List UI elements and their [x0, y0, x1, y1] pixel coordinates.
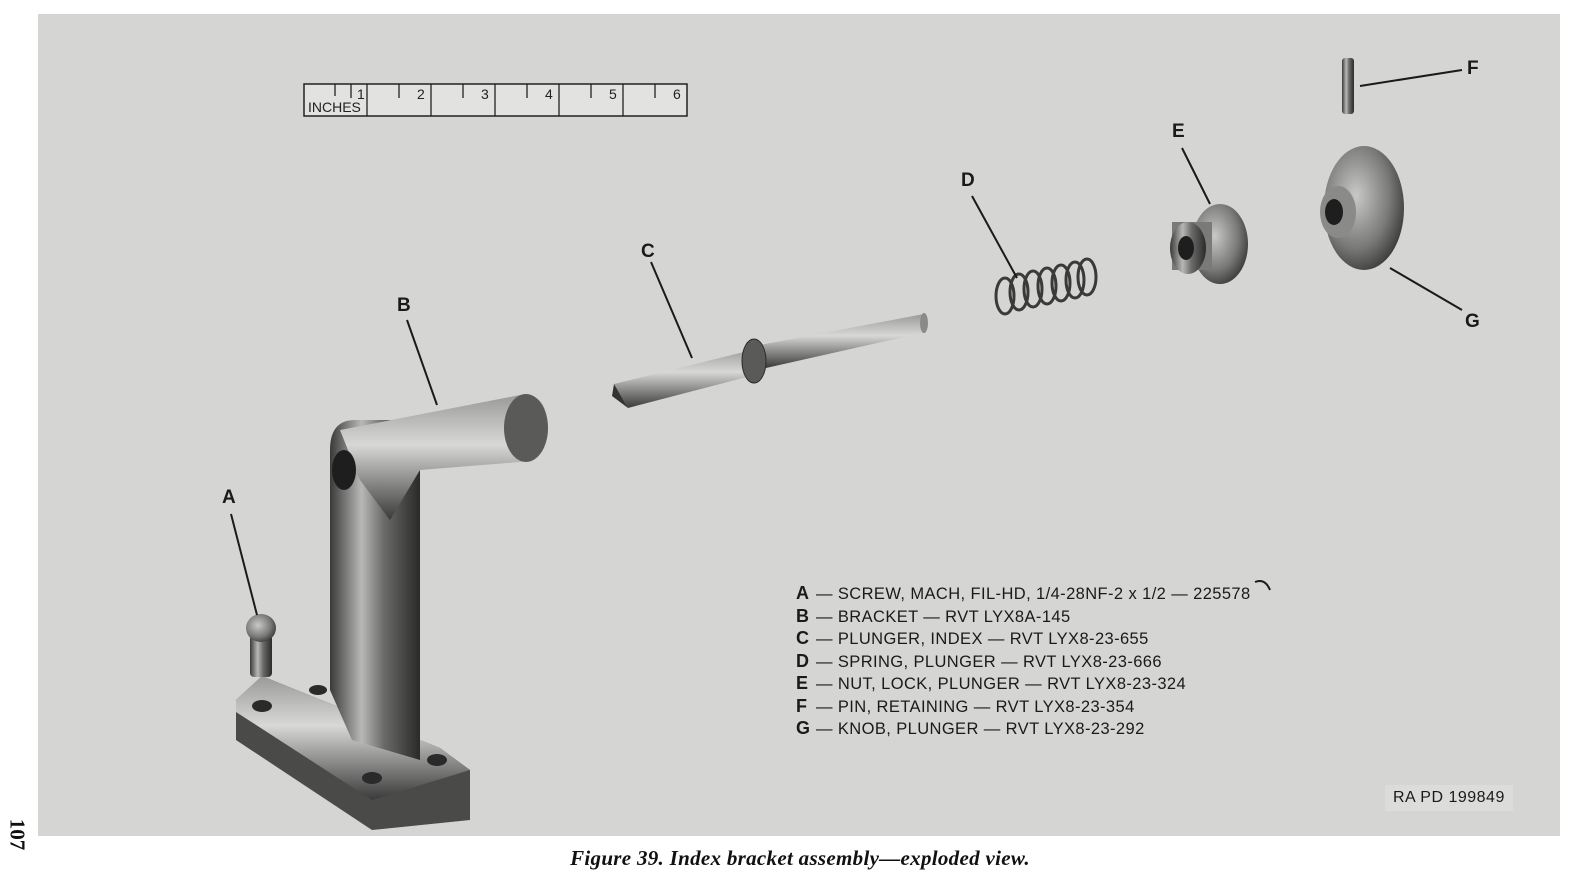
ruler-number: 1: [357, 86, 365, 102]
legend-row: [796, 672, 1251, 695]
legend-row: [796, 582, 1251, 605]
pin-part-f: [1342, 58, 1354, 114]
ruler-number: 5: [609, 86, 617, 102]
bracket-part-b: [236, 394, 548, 830]
lock-nut-part-e: [1170, 204, 1248, 284]
ruler-number: 3: [481, 86, 489, 102]
legend-letter: G: [796, 718, 811, 738]
legend-row: [796, 717, 1251, 740]
legend-row: [796, 695, 1251, 718]
legend-text: — NUT, LOCK, PLUNGER — RVT LYX8-23-324: [816, 675, 1187, 693]
ruler-unit-label: INCHES: [308, 99, 361, 115]
legend-text: — KNOB, PLUNGER — RVT LYX8-23-292: [816, 720, 1145, 738]
legend-text: — PIN, RETAINING — RVT LYX8-23-354: [816, 697, 1135, 716]
callout-d: D: [961, 170, 975, 191]
figure-caption: Figure 39. Index bracket assembly—exploded view.: [570, 846, 1030, 870]
ruler-number: 2: [417, 86, 425, 102]
page-number: 107: [5, 818, 30, 851]
plate-id-label: RA PD 199849: [1385, 785, 1513, 811]
parts-legend: [796, 582, 1251, 740]
callout-g: G: [1465, 311, 1480, 332]
inch-ruler: [304, 84, 687, 116]
callout-a: A: [222, 487, 236, 508]
legend-letter: C: [796, 628, 810, 648]
screw-part-a: [246, 614, 276, 677]
legend-text: — BRACKET — RVT LYX8A-145: [816, 607, 1071, 626]
ruler-number: 4: [545, 86, 553, 102]
legend-letter: D: [796, 650, 810, 671]
legend-letter: B: [796, 605, 810, 626]
legend-row: [796, 627, 1251, 650]
legend-letter: A: [796, 583, 810, 603]
legend-text: — SCREW, MACH, FIL-HD, 1/4-28NF-2 x 1/2 — 225578: [816, 585, 1251, 603]
legend-row: [796, 650, 1251, 673]
legend-text: — PLUNGER, INDEX — RVT LYX8-23-655: [816, 630, 1149, 648]
plunger-part-c: [612, 313, 928, 408]
legend-letter: E: [796, 673, 809, 693]
legend-text: — SPRING, PLUNGER — RVT LYX8-23-666: [816, 652, 1162, 671]
callout-c: C: [641, 241, 655, 262]
callout-e: E: [1172, 121, 1185, 142]
legend-letter: F: [796, 695, 808, 716]
callout-b: B: [397, 295, 411, 316]
legend-row: [796, 605, 1251, 628]
callout-f: F: [1467, 58, 1479, 79]
ruler-number: 6: [673, 86, 681, 102]
knob-part-g: [1320, 146, 1404, 270]
